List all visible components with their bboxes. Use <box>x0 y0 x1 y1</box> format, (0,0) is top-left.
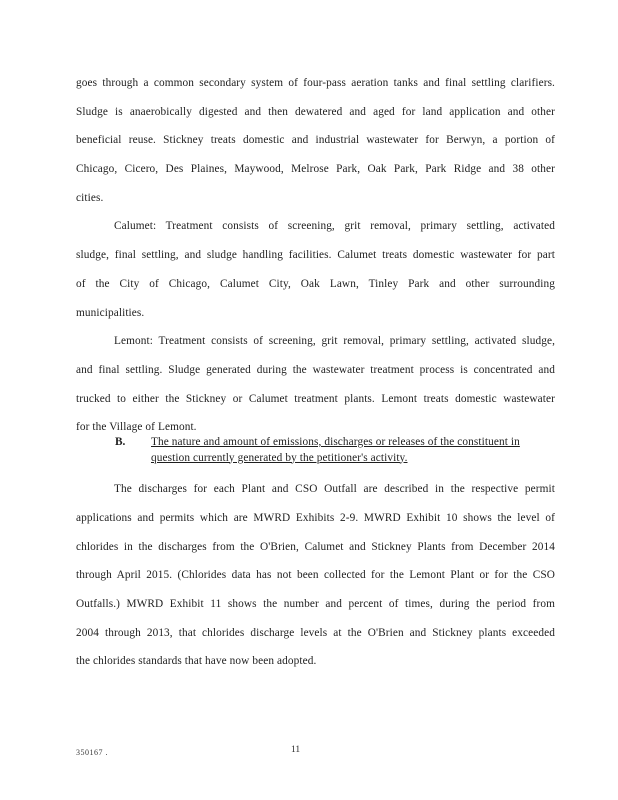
text-line: the chlorides standards that have now been adopted. <box>76 655 317 668</box>
doc-number: 350167 . <box>76 748 108 757</box>
paragraph <box>76 475 555 676</box>
text-line: through April 2015. (Chlorides data has not been collected for the Lemont Plant or for the CSO <box>76 569 555 582</box>
text-line: for the Village of Lemont. <box>76 421 197 434</box>
text-line: The discharges for each Plant and CSO Outfall are described in the respective permit <box>114 483 555 496</box>
text-line: chlorides in the discharges from the O'Brien, Calumet and Stickney Plants from December 2014 <box>76 540 555 553</box>
text-line: applications and permits which are MWRD Exhibits 2-9. MWRD Exhibit 10 shows the level of <box>76 511 555 524</box>
paragraph <box>76 327 555 442</box>
text-line: Lemont: Treatment consists of screening, grit removal, primary settling, activated sludge, <box>114 335 555 348</box>
section-label: B. <box>115 435 126 448</box>
heading-line: question currently generated by the petitioner's activity. <box>151 451 408 464</box>
section-heading <box>76 435 555 466</box>
section-heading-text <box>151 435 555 466</box>
text-line: goes through a common secondary system of four-pass aeration tanks and final settling clarifiers. <box>76 77 555 89</box>
text-line: 2004 through 2013, that chlorides discharge levels at the O'Brien and Stickney plants exceeded <box>76 626 555 639</box>
paragraph <box>76 212 555 327</box>
page-number: 11 <box>291 745 301 755</box>
text-line: and final settling. Sludge generated during the wastewater treatment process is concentrated and <box>76 363 555 376</box>
text-line: Outfalls.) MWRD Exhibit 11 shows the number and percent of times, during the period from <box>76 597 555 610</box>
heading-line: The nature and amount of emissions, discharges or releases of the constituent in <box>151 435 520 448</box>
text-line: cities. <box>76 191 104 204</box>
text-line: Calumet: Treatment consists of screening, grit removal, primary settling, activated <box>114 220 555 233</box>
text-line: of the City of Chicago, Calumet City, Oak Lawn, Tinley Park and other surrounding <box>76 277 555 290</box>
text-line: beneficial reuse. Stickney treats domestic and industrial wastewater for Berwyn, a portion of <box>76 134 555 147</box>
paragraph <box>76 69 555 212</box>
text-line: municipalities. <box>76 306 145 319</box>
text-line: Chicago, Cicero, Des Plaines, Maywood, Melrose Park, Oak Park, Park Ridge and 38 other <box>76 163 555 176</box>
text-line: trucked to either the Stickney or Calumet treatment plants. Lemont treats domestic wastewater <box>76 392 555 405</box>
text-line: sludge, final settling, and sludge handling facilities. Calumet treats domestic wastewater for part <box>76 249 555 262</box>
document-body <box>76 69 555 676</box>
text-line: Sludge is anaerobically digested and then dewatered and aged for land application and other <box>76 105 555 118</box>
